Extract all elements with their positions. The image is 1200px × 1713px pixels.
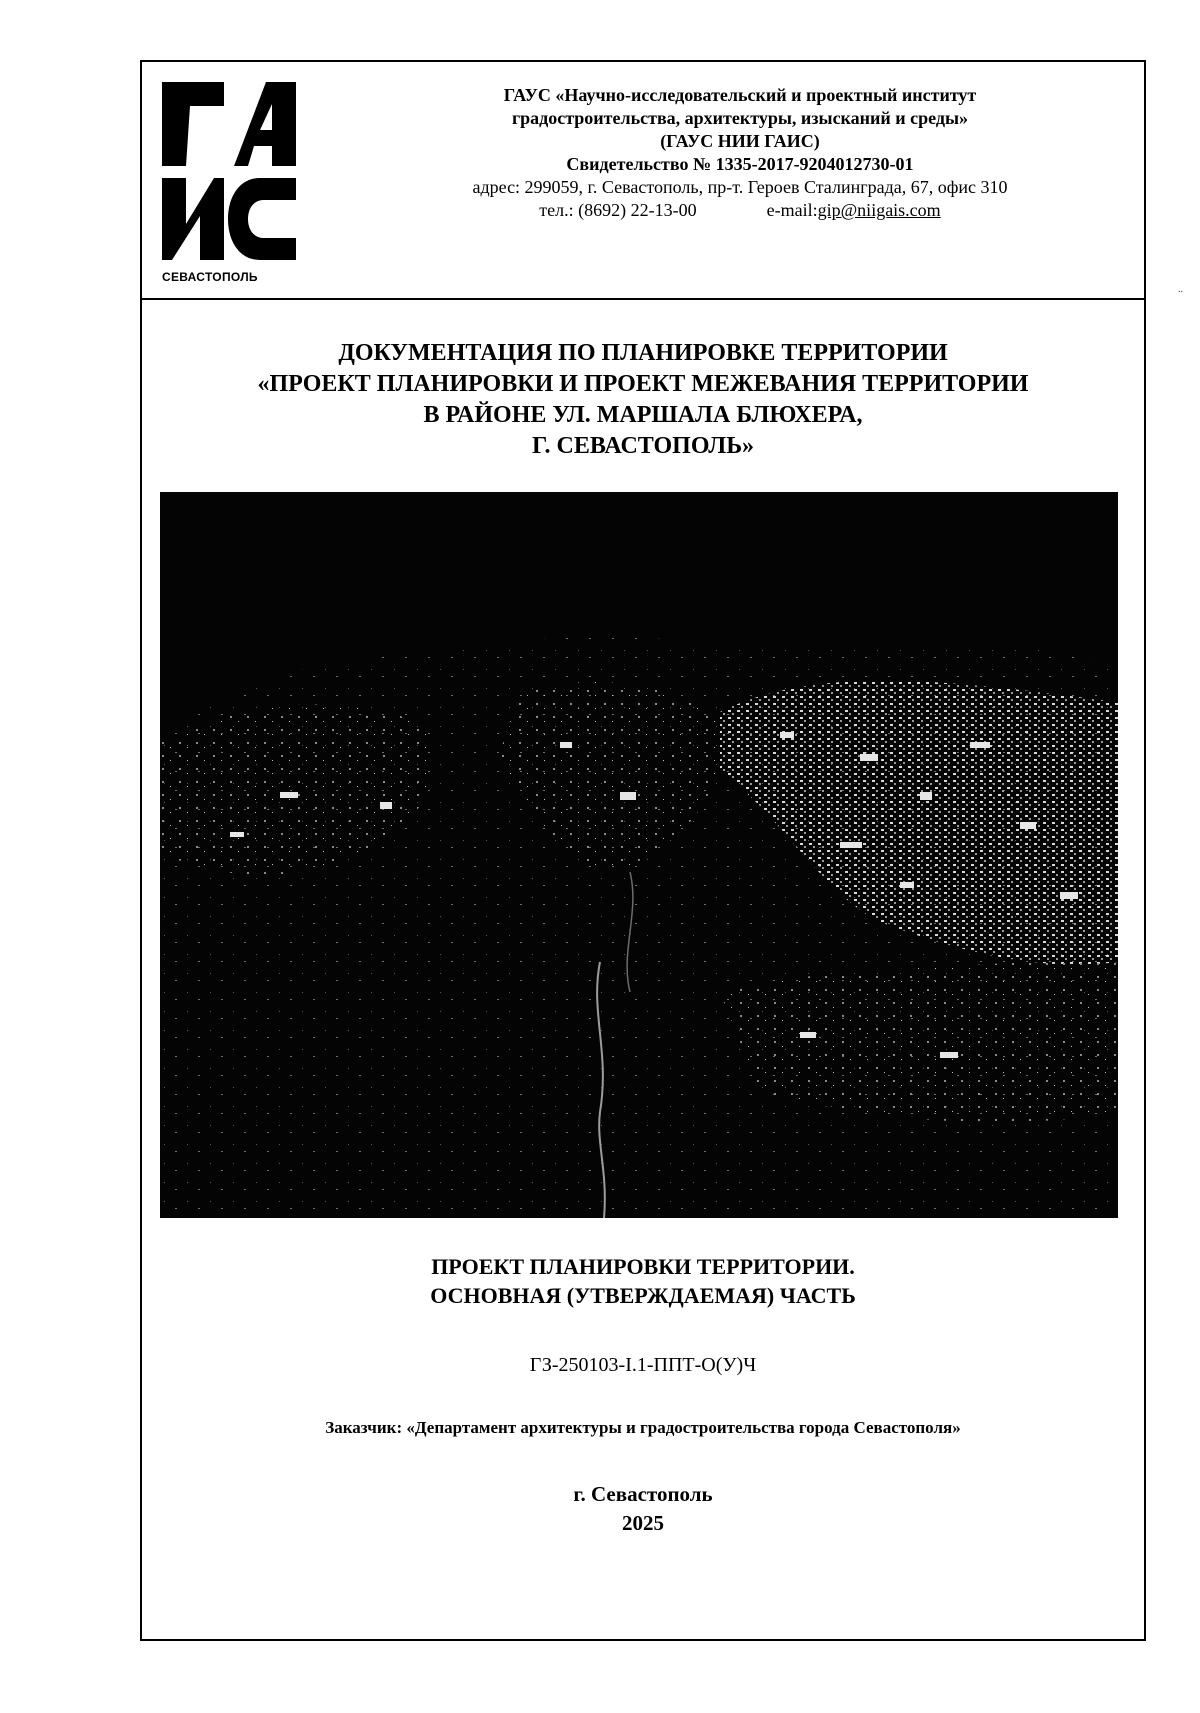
org-contacts (352, 199, 1128, 222)
document-title-line1: ДОКУМЕНТАЦИЯ ПО ПЛАНИРОВКЕ ТЕРРИТОРИИ (338, 340, 948, 366)
document-title-line3: В РАЙОНЕ УЛ. МАРШАЛА БЛЮХЕРА, (423, 402, 863, 428)
place-and-year (142, 1480, 1144, 1538)
certificate-number: Свидетельство № 1335-2017-9204012730-01 (566, 154, 914, 174)
section-title (142, 1252, 1144, 1310)
document-code: ГЗ-250103-I.1-ППТ-О(У)Ч (529, 1354, 757, 1376)
document-title-line4: Г. СЕВАСТОПОЛЬ» (531, 433, 755, 459)
organization-info (352, 84, 1128, 222)
logo-caption: СЕВАСТОПОЛЬ (162, 270, 258, 284)
document-title (142, 338, 1144, 462)
org-email-link[interactable]: gip@niigais.com (817, 200, 941, 220)
document-title-line2: «ПРОЕКТ ПЛАНИРОВКИ И ПРОЕКТ МЕЖЕВАНИЯ ТЕРРИТОРИИ (257, 371, 1029, 397)
aerial-photo (160, 492, 1118, 1218)
section-title-line1: ПРОЕКТ ПЛАНИРОВКИ ТЕРРИТОРИИ. (431, 1254, 855, 1279)
header-block (142, 62, 1144, 300)
org-name-line1: ГАУС «Научно-исследовательский и проектный институт (503, 85, 977, 105)
aerial-photo-render (160, 492, 1118, 1218)
gais-logo-mark (162, 74, 302, 264)
year: 2025 (622, 1511, 664, 1535)
org-name-line2: градостроительства, архитектуры, изысканий и среды» (511, 108, 969, 128)
org-short-name: (ГАУС НИИ ГАИС) (660, 131, 820, 151)
section-title-line2: ОСНОВНАЯ (УТВЕРЖДАЕМАЯ) ЧАСТЬ (430, 1283, 856, 1308)
city-name: г. Севастополь (573, 1482, 713, 1506)
scan-artifact: .. (1178, 284, 1183, 295)
title-page-frame (140, 60, 1146, 1641)
org-email-label: e-mail: (766, 200, 818, 220)
customer-line: Заказчик: «Департамент архитектуры и градостроительства города Севастополя» (325, 1418, 961, 1437)
org-phone: тел.: (8692) 22-13-00 (539, 200, 697, 220)
gais-logo (162, 74, 302, 290)
org-address: адрес: 299059, г. Севастополь, пр-т. Героев Сталинграда, 67, офис 310 (472, 177, 1008, 197)
